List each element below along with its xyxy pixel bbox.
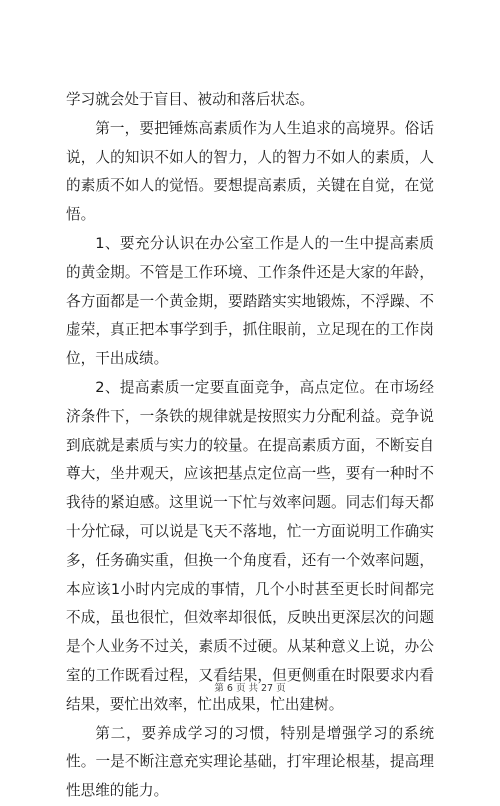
page-footer — [0, 683, 500, 695]
paragraph-continuation: 学习就会处于盲目、被动和落后状态。 — [66, 91, 315, 108]
paragraph-section-two: 第二，要养成学习的习惯，特别是增强学习的系统性。一是不断注意充实理论基础，打牢理论根基，提高理性思维的能力。 — [66, 724, 434, 800]
page-number: 第 6 页 共 27 页 — [214, 683, 286, 694]
paragraph-point-one: 1、要充分认识在办公室工作是人的一生中提高素质的黄金期。不管是工作环境、工作条件还是大家的年龄，各方面都是一个黄金期，要踏踏实实地锻炼，不浮躁、不虚荣，真正把本事学到手，抓住眼前，立足现在的工作岗位，干出成绩。 — [66, 234, 434, 368]
paragraph-point-two: 2、提高素质一定要直面竞争，高点定位。在市场经济条件下，一条铁的规律就是按照实力分配利益。竞争说到底就是素质与实力的较量。在提高素质方面，不断妄自尊大，坐井观天，应该把基点定位高一些，要有一种时不我待的紧迫感。这里说一下忙与效率问题。同志们每天都十分忙碌，可以说是飞天不落地，忙一方面说明工作确实多，任务确实重，但换一个角度看，还有一个效率问题，本应该1小时内完成的事情，几个小时甚至更长时间都完不成，虽也很忙，但效率却很低，反映出更深层次的问题是个人业务不过关，素质不过硬。从某种意义上说，办公室的工作既看过程，又看结果，但更侧重在时限要求内看结果，要忙出效率，忙出成果，忙出建树。 — [66, 378, 434, 713]
document-body — [66, 86, 434, 806]
paragraph-section-one: 第一，要把锤炼高素质作为人生追求的高境界。俗话说，人的知识不如人的智力，人的智力不如人的素质，人的素质不如人的觉悟。要想提高素质，关键在自觉，在觉悟。 — [66, 119, 434, 224]
